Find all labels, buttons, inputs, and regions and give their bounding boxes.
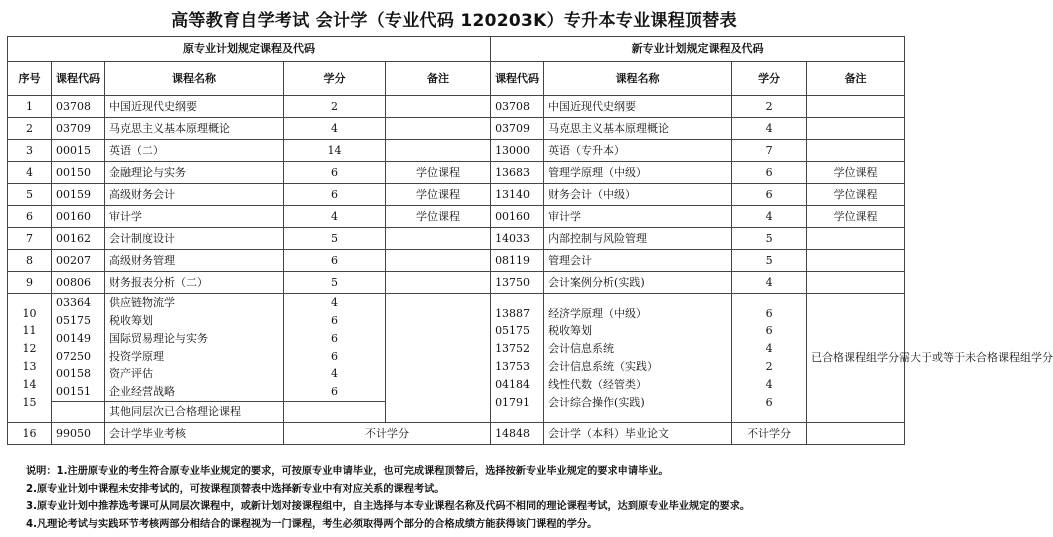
new-credit-cell: 6 xyxy=(732,162,807,184)
seq-cell: 4 xyxy=(8,162,52,184)
group-new-code: 05175 xyxy=(495,324,531,338)
old-remark-header: 备注 xyxy=(386,62,491,96)
last-new-name: 会计学（本科）毕业论文 xyxy=(544,423,732,445)
old-remark-cell xyxy=(386,228,491,250)
group-old-name: 企业经营战略 xyxy=(109,385,175,399)
group-old-credit: 4 xyxy=(331,296,338,310)
group-new-credit: 2 xyxy=(765,360,773,373)
old-code-header: 课程代码 xyxy=(52,62,105,96)
new-credit-header: 学分 xyxy=(732,62,807,96)
last-old-note: 不计学分 xyxy=(284,423,491,445)
seq-cell: 9 xyxy=(8,272,52,294)
section-header-row xyxy=(8,37,905,62)
group-old-credit-cell xyxy=(284,294,386,402)
new-remark-cell xyxy=(807,118,905,140)
old-remark-cell xyxy=(386,250,491,272)
new-credit-cell: 7 xyxy=(732,140,807,162)
group-seq: 12 xyxy=(22,342,37,356)
old-credit-cell: 4 xyxy=(284,118,386,140)
old-name-cell: 审计学 xyxy=(105,206,284,228)
last-new-note: 不计学分 xyxy=(732,423,807,445)
table-row xyxy=(8,228,905,250)
group-new-name: 会计信息系统 xyxy=(548,342,615,356)
last-seq: 16 xyxy=(8,423,52,445)
old-credit-cell: 14 xyxy=(284,140,386,162)
group-new-code: 13752 xyxy=(495,342,531,356)
new-code-cell: 13000 xyxy=(491,140,544,162)
group-new-remark: 已合格课程组学分需大于或等于未合格课程组学分 xyxy=(807,294,905,423)
new-code-cell: 13683 xyxy=(491,162,544,184)
new-remark-cell: 学位课程 xyxy=(807,206,905,228)
old-name-cell: 高级财务会计 xyxy=(105,184,284,206)
replacement-table xyxy=(7,36,1053,445)
new-remark-cell xyxy=(807,250,905,272)
group-new-credit: 6 xyxy=(765,324,773,338)
group-old-credit: 6 xyxy=(331,313,338,327)
new-name-cell: 马克思主义基本原理概论 xyxy=(544,118,732,140)
old-name-header: 课程名称 xyxy=(105,62,284,96)
group-other-credit-cell xyxy=(284,402,386,423)
group-old-name: 税收筹划 xyxy=(109,313,153,327)
group-old-name: 资产评估 xyxy=(109,367,153,381)
last-new-code: 14848 xyxy=(491,423,544,445)
last-old-code: 99050 xyxy=(52,423,105,445)
table-row xyxy=(8,96,905,118)
group-new-name: 会计信息系统（实践） xyxy=(548,360,659,373)
note-line: 说明：1.注册原专业的考生符合原专业毕业规定的要求，可按原专业申请毕业，也可完成课程顶替后，选择按新专业毕业规定的要求申请毕业。 xyxy=(26,466,669,477)
seq-cell: 5 xyxy=(8,184,52,206)
group-new-name: 税收筹划 xyxy=(548,324,593,338)
old-name-cell: 英语（二） xyxy=(105,140,284,162)
old-credit-cell: 6 xyxy=(284,162,386,184)
group-new-credit: 4 xyxy=(765,377,773,391)
new-name-cell: 会计案例分析(实践) xyxy=(544,272,732,294)
group-seq: 10 xyxy=(22,306,37,320)
new-credit-cell: 2 xyxy=(732,96,807,118)
group-old-name: 投资学原理 xyxy=(109,349,164,363)
seq-cell: 7 xyxy=(8,228,52,250)
table-row xyxy=(8,272,905,294)
new-code-cell: 03709 xyxy=(491,118,544,140)
notes xyxy=(26,463,906,533)
note-line: 3.原专业计划中推荐选考课可从同层次课程中，或新计划对接课程组中，自主选择与本专业课程名称及代码不相同的理论课程考试，达到原专业毕业规定的要求。 xyxy=(26,501,751,513)
old-name-cell: 中国近现代史纲要 xyxy=(105,96,284,118)
old-code-cell: 00159 xyxy=(52,184,105,206)
old-credit-cell: 6 xyxy=(284,250,386,272)
new-credit-cell: 4 xyxy=(732,118,807,140)
table-row xyxy=(8,118,905,140)
new-name-cell: 中国近现代史纲要 xyxy=(544,96,732,118)
old-credit-cell: 2 xyxy=(284,96,386,118)
group-new-code: 04184 xyxy=(495,377,531,391)
new-remark-header: 备注 xyxy=(807,62,905,96)
table-row xyxy=(8,140,905,162)
note-line: 4.凡理论考试与实践环节考核两部分相结合的课程视为一门课程，考生必须取得两个部分的合格成绩方能获得该门课程的学分。 xyxy=(26,518,598,530)
old-name-cell: 高级财务管理 xyxy=(105,250,284,272)
old-remark-cell: 学位课程 xyxy=(386,206,491,228)
table-row xyxy=(8,162,905,184)
old-code-cell: 00015 xyxy=(52,140,105,162)
seq-cell: 1 xyxy=(8,96,52,118)
group-new-name-cell xyxy=(544,294,732,423)
group-seq-cell xyxy=(8,294,52,423)
old-credit-cell: 6 xyxy=(284,184,386,206)
old-remark-cell: 学位课程 xyxy=(386,162,491,184)
group-new-name: 会计综合操作(实践) xyxy=(548,395,645,409)
group-old-code-cell xyxy=(52,294,105,402)
table-row xyxy=(8,184,905,206)
new-remark-cell xyxy=(807,140,905,162)
old-credit-cell: 4 xyxy=(284,206,386,228)
group-old-name: 国际贸易理论与实务 xyxy=(109,331,208,345)
seq-header: 序号 xyxy=(8,62,52,96)
new-remark-cell: 学位课程 xyxy=(807,162,905,184)
old-remark-cell xyxy=(386,118,491,140)
group-other-code-cell xyxy=(52,402,105,423)
group-old-credit: 6 xyxy=(331,331,338,345)
new-credit-cell: 4 xyxy=(732,206,807,228)
table-row xyxy=(8,250,905,272)
group-old-remark-cell xyxy=(386,294,491,423)
new-name-cell: 英语（专升本） xyxy=(544,140,732,162)
old-remark-cell xyxy=(386,272,491,294)
old-name-cell: 财务报表分析（二） xyxy=(105,272,284,294)
group-new-name: 经济学原理（中级） xyxy=(548,306,648,320)
group-new-name: 线性代数（经管类） xyxy=(548,377,648,391)
last-old-name: 会计学毕业考核 xyxy=(105,423,284,445)
new-remark-cell: 学位课程 xyxy=(807,184,905,206)
old-name-cell: 会计制度设计 xyxy=(105,228,284,250)
group-new-credit: 6 xyxy=(765,395,773,409)
group-new-code: 13887 xyxy=(495,306,531,320)
group-old-code: 03364 xyxy=(56,296,91,310)
group-old-code: 00151 xyxy=(56,385,91,399)
group-seq: 13 xyxy=(22,360,37,373)
old-code-cell: 00162 xyxy=(52,228,105,250)
column-header-row xyxy=(8,62,905,96)
old-credit-cell: 5 xyxy=(284,228,386,250)
group-seq: 11 xyxy=(22,324,37,338)
group-new-credit: 4 xyxy=(765,342,773,356)
table-row xyxy=(8,206,905,228)
new-name-cell: 财务会计（中级） xyxy=(544,184,732,206)
group-new-code-cell xyxy=(491,294,544,423)
old-code-cell: 03708 xyxy=(52,96,105,118)
last-new-remark-cell xyxy=(807,423,905,445)
new-name-cell: 管理学原理（中级） xyxy=(544,162,732,184)
old-name-cell: 马克思主义基本原理概论 xyxy=(105,118,284,140)
new-remark-cell xyxy=(807,96,905,118)
group-new-credit-cell xyxy=(732,294,807,423)
last-row xyxy=(8,423,905,445)
old-code-cell: 00150 xyxy=(52,162,105,184)
seq-cell: 8 xyxy=(8,250,52,272)
seq-cell: 2 xyxy=(8,118,52,140)
old-name-cell: 金融理论与实务 xyxy=(105,162,284,184)
group-old-name-cell xyxy=(105,294,284,402)
old-code-cell: 00207 xyxy=(52,250,105,272)
old-credit-cell: 5 xyxy=(284,272,386,294)
group-old-code: 07250 xyxy=(56,349,91,363)
old-code-cell: 03709 xyxy=(52,118,105,140)
group-old-code: 05175 xyxy=(56,313,91,327)
group-old-name: 供应链物流学 xyxy=(109,296,175,310)
new-section-header: 新专业计划规定课程及代码 xyxy=(491,37,905,62)
new-credit-cell: 5 xyxy=(732,250,807,272)
old-remark-cell xyxy=(386,96,491,118)
new-name-cell: 审计学 xyxy=(544,206,732,228)
new-code-cell: 13750 xyxy=(491,272,544,294)
new-code-cell: 14033 xyxy=(491,228,544,250)
old-code-cell: 00160 xyxy=(52,206,105,228)
group-old-code: 00149 xyxy=(56,331,91,345)
old-section-header: 原专业计划规定课程及代码 xyxy=(8,37,491,62)
new-code-cell: 00160 xyxy=(491,206,544,228)
old-remark-cell xyxy=(386,140,491,162)
group-old-code: 00158 xyxy=(56,367,91,381)
new-credit-cell: 5 xyxy=(732,228,807,250)
new-name-cell: 管理会计 xyxy=(544,250,732,272)
note-line: 2.原专业计划中课程未安排考试的，可按课程顶替表中选择新专业中有对应关系的课程考试。 xyxy=(26,483,445,495)
group-new-credit: 6 xyxy=(765,306,773,320)
seq-cell: 6 xyxy=(8,206,52,228)
new-code-cell: 03708 xyxy=(491,96,544,118)
new-code-header: 课程代码 xyxy=(491,62,544,96)
group-old-credit: 6 xyxy=(331,385,338,399)
seq-cell: 3 xyxy=(8,140,52,162)
old-code-cell: 00806 xyxy=(52,272,105,294)
group-new-code: 01791 xyxy=(495,395,531,409)
new-name-cell: 内部控制与风险管理 xyxy=(544,228,732,250)
old-remark-cell: 学位课程 xyxy=(386,184,491,206)
group-seq: 14 xyxy=(22,377,37,391)
new-credit-cell: 6 xyxy=(732,184,807,206)
group-seq: 15 xyxy=(22,395,37,409)
new-remark-cell xyxy=(807,228,905,250)
page-title: 高等教育自学考试 会计学（专业代码 120203K）专升本专业课程顶替表 xyxy=(171,11,737,31)
group-row xyxy=(8,294,905,402)
new-code-cell: 13140 xyxy=(491,184,544,206)
new-code-cell: 08119 xyxy=(491,250,544,272)
old-credit-header: 学分 xyxy=(284,62,386,96)
group-new-code: 13753 xyxy=(495,360,531,373)
group-old-credit: 6 xyxy=(331,349,338,363)
new-credit-cell: 4 xyxy=(732,272,807,294)
new-name-header: 课程名称 xyxy=(544,62,732,96)
group-old-credit: 4 xyxy=(331,367,338,381)
group-old-other: 其他同层次已合格理论课程 xyxy=(105,402,284,423)
new-remark-cell xyxy=(807,272,905,294)
